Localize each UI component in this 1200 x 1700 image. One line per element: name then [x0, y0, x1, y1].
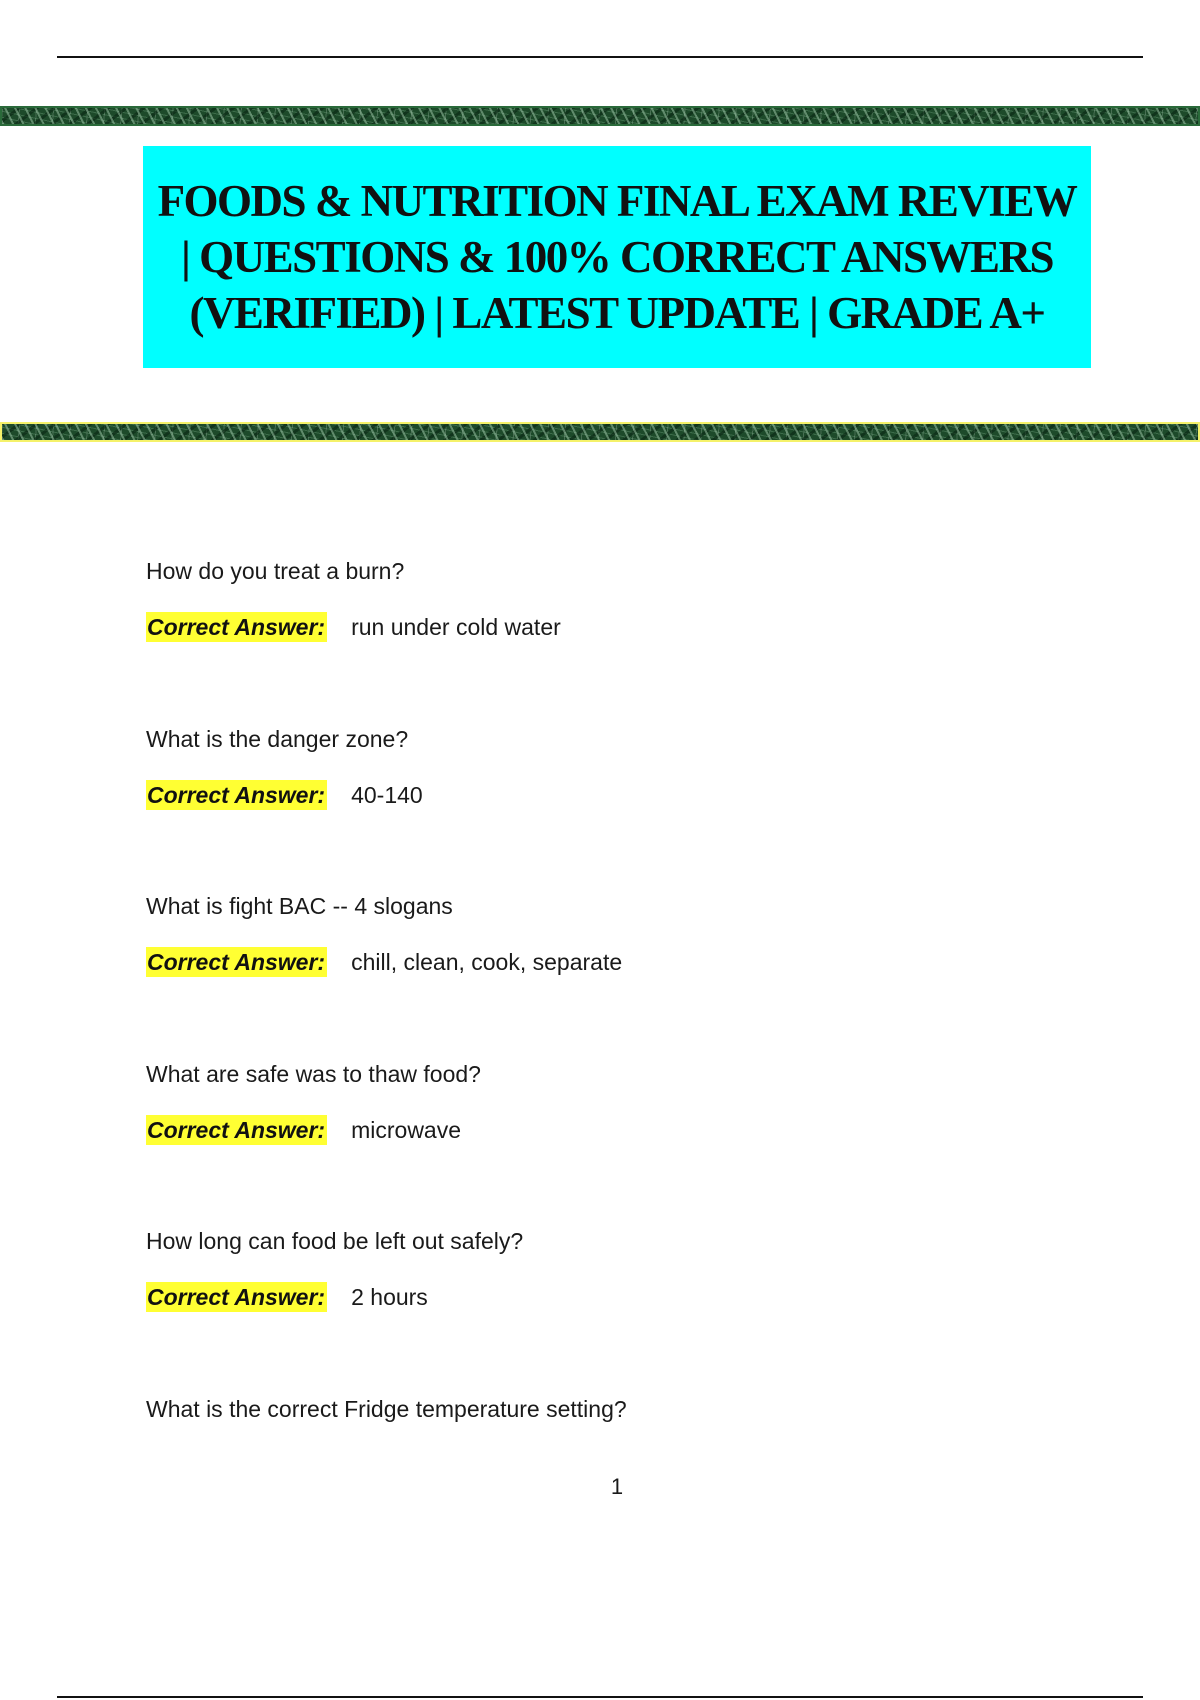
question-text: How do you treat a burn? [146, 558, 405, 584]
qa-item [146, 892, 1146, 1060]
qa-item [146, 1227, 1146, 1395]
question-text: What is the danger zone? [146, 725, 409, 752]
correct-answer-label: Correct Answer: [147, 781, 326, 808]
top-decorative-band [0, 106, 1200, 126]
question-text: How long can food be left out safely? [146, 1228, 524, 1254]
qa-item [146, 1060, 1146, 1228]
answer-text: 40-140 [351, 781, 423, 808]
answer-row [146, 780, 1146, 810]
answer-row [146, 1115, 1146, 1145]
qa-item [146, 725, 1146, 893]
answer-text: microwave [351, 1116, 462, 1143]
bottom-decorative-band [0, 422, 1200, 442]
answer-row [146, 1282, 1146, 1312]
answer-text: run under cold water [351, 614, 561, 640]
question-text: What is the correct Fridge temperature setting? [146, 1395, 627, 1422]
correct-answer-label: Correct Answer: [147, 614, 326, 640]
bottom-rule [57, 1696, 1143, 1698]
correct-answer-label: Correct Answer: [147, 1116, 326, 1143]
page-number: 1 [610, 1474, 624, 1499]
answer-text: chill, clean, cook, separate [351, 949, 623, 975]
correct-answer-label: Correct Answer: [147, 949, 326, 975]
qa-list [146, 557, 1146, 1562]
answer-row [146, 612, 1146, 642]
title-banner [143, 146, 1091, 368]
qa-item [146, 557, 1146, 725]
document-title: FOODS & NUTRITION FINAL EXAM REVIEW | QUESTIONS & 100% CORRECT ANSWERS (VERIFIED) | LATEST UPDATE | GRADE A+ [157, 176, 1077, 338]
question-text: What is fight BAC -- 4 slogans [146, 893, 453, 919]
answer-text: 2 hours [351, 1284, 428, 1310]
top-rule [57, 56, 1143, 58]
question-text: What are safe was to thaw food? [146, 1060, 481, 1087]
answer-row [146, 947, 1146, 977]
correct-answer-label: Correct Answer: [147, 1284, 326, 1310]
